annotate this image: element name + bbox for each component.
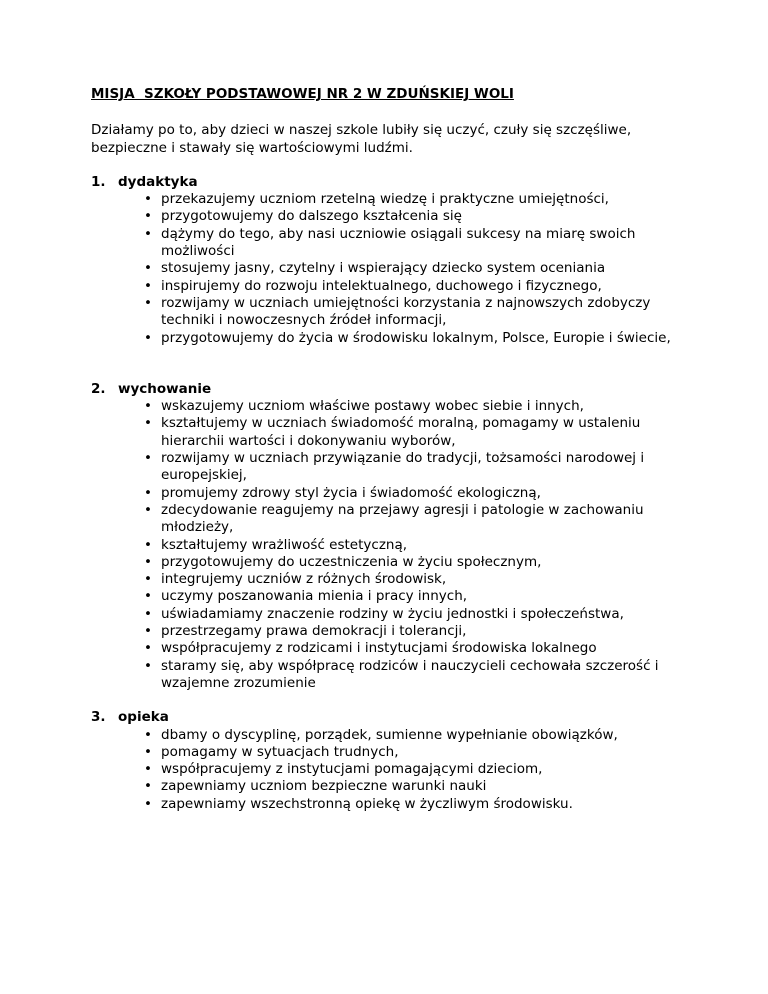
list-item-text: kształtujemy wrażliwość estetyczną, bbox=[161, 536, 408, 553]
bullet-icon: • bbox=[144, 277, 152, 294]
list-item bbox=[144, 658, 691, 693]
list-item-text: wskazujemy uczniom właściwe postawy wobec siebie i innych, bbox=[161, 398, 584, 415]
list-item-text: staramy się, aby współpracę rodziców i nauczycieli cechowała szczerość i wzajemne zrozumienie bbox=[161, 657, 659, 691]
bullet-icon: • bbox=[144, 484, 152, 501]
list-item-text: przygotowujemy do uczestniczenia w życiu społecznym, bbox=[161, 553, 542, 570]
list-item-text: rozwijamy w uczniach umiejętności korzystania z najnowszych zdobyczy techniki i nowoczesnych źródeł informacji, bbox=[161, 294, 651, 329]
list-item bbox=[144, 778, 691, 795]
bullet-icon: • bbox=[144, 743, 152, 760]
list-item bbox=[144, 796, 691, 813]
document-page bbox=[91, 86, 691, 813]
bullet-icon: • bbox=[144, 415, 152, 432]
list-item bbox=[144, 330, 691, 347]
section-title: wychowanie bbox=[118, 380, 212, 397]
list-item-text: uczymy poszanowania mienia i pracy innych, bbox=[161, 588, 468, 605]
bullet-icon: • bbox=[144, 605, 152, 622]
list-item-text: rozwijamy w uczniach przywiązanie do tradycji, tożsamości narodowej i europejskiej, bbox=[161, 450, 645, 484]
bullet-icon: • bbox=[144, 501, 152, 518]
list-item-text: zapewniamy wszechstronną opiekę w życzliwym środowisku. bbox=[161, 795, 573, 812]
list-item bbox=[144, 744, 691, 761]
bullet-icon: • bbox=[144, 571, 152, 588]
bullet-icon: • bbox=[144, 623, 152, 640]
section-heading bbox=[91, 381, 691, 398]
bullet-icon: • bbox=[144, 761, 152, 778]
list-item bbox=[144, 502, 691, 537]
bullet-icon: • bbox=[144, 640, 152, 657]
list-item-text: współpracujemy z instytucjami pomagającymi dzieciom, bbox=[161, 761, 543, 778]
bullet-icon: • bbox=[144, 225, 152, 242]
section-dydaktyka bbox=[91, 174, 691, 347]
section-opieka bbox=[91, 709, 691, 813]
list-item bbox=[144, 727, 691, 744]
bullet-list bbox=[91, 398, 691, 692]
section-number: 1. bbox=[91, 173, 106, 190]
list-item bbox=[144, 537, 691, 554]
list-item-text: przygotowujemy do życia w środowisku lokalnym, Polsce, Europie i świecie, bbox=[161, 329, 671, 346]
list-item-text: zapewniamy uczniom bezpieczne warunki nauki bbox=[161, 778, 487, 795]
list-item bbox=[144, 571, 691, 588]
list-item-text: przestrzegamy prawa demokracji i tolerancji, bbox=[161, 623, 467, 640]
list-item-text: przekazujemy uczniom rzetelną wiedzę i praktyczne umiejętności, bbox=[161, 191, 609, 208]
document-title: MISJA SZKOŁY PODSTAWOWEJ NR 2 W ZDUŃSKIEJ WOLI bbox=[91, 86, 514, 102]
section-heading bbox=[91, 709, 691, 726]
list-item-text: współpracujemy z rodzicami i instytucjami środowiska lokalnego bbox=[161, 640, 597, 657]
list-item bbox=[144, 554, 691, 571]
list-item bbox=[144, 278, 691, 295]
section-wychowanie bbox=[91, 381, 691, 692]
bullet-icon: • bbox=[144, 329, 152, 346]
bullet-icon: • bbox=[144, 208, 152, 225]
list-item bbox=[144, 415, 691, 450]
section-number: 2. bbox=[91, 380, 106, 397]
bullet-icon: • bbox=[144, 553, 152, 570]
list-item bbox=[144, 295, 691, 330]
list-item bbox=[144, 191, 691, 208]
bullet-icon: • bbox=[144, 795, 152, 812]
intro-paragraph: Działamy po to, aby dzieci w naszej szkole lubiły się uczyć, czuły się szczęśliwe, bezpieczne i stawały się wartościowymi ludźmi. bbox=[91, 122, 632, 156]
list-item-text: inspirujemy do rozwoju intelektualnego, duchowego i fizycznego, bbox=[161, 277, 602, 294]
list-item bbox=[144, 640, 691, 657]
list-item-text: stosujemy jasny, czytelny i wspierający dziecko system oceniania bbox=[161, 260, 606, 277]
list-item-text: integrujemy uczniów z różnych środowisk, bbox=[161, 571, 447, 588]
list-item-text: promujemy zdrowy styl życia i świadomość ekologiczną, bbox=[161, 484, 541, 501]
bullet-icon: • bbox=[144, 260, 152, 277]
list-item bbox=[144, 260, 691, 277]
bullet-icon: • bbox=[144, 398, 152, 415]
list-item bbox=[144, 588, 691, 605]
list-item bbox=[144, 761, 691, 778]
section-title: opieka bbox=[118, 709, 169, 726]
bullet-icon: • bbox=[144, 588, 152, 605]
list-item-text: zdecydowanie reagujemy na przejawy agresji i patologie w zachowaniu młodzieży, bbox=[161, 501, 644, 536]
bullet-icon: • bbox=[144, 536, 152, 553]
section-heading bbox=[91, 174, 691, 191]
bullet-list bbox=[91, 191, 691, 347]
bullet-icon: • bbox=[144, 450, 152, 467]
list-item-text: uświadamiamy znaczenie rodziny w życiu jednostki i społeczeństwa, bbox=[161, 605, 624, 622]
list-item bbox=[144, 485, 691, 502]
list-item bbox=[144, 450, 691, 485]
bullet-icon: • bbox=[144, 778, 152, 795]
list-item bbox=[144, 208, 691, 225]
list-item-text: pomagamy w sytuacjach trudnych, bbox=[161, 743, 399, 760]
section-title: dydaktyka bbox=[118, 173, 198, 190]
list-item-text: przygotowujemy do dalszego kształcenia się bbox=[161, 208, 462, 225]
list-item bbox=[144, 623, 691, 640]
bullet-icon: • bbox=[144, 191, 152, 208]
bullet-icon: • bbox=[144, 726, 152, 743]
section-number: 3. bbox=[91, 709, 106, 726]
bullet-icon: • bbox=[144, 294, 152, 311]
list-item-text: dążymy do tego, aby nasi uczniowie osiągali sukcesy na miarę swoich możliwości bbox=[161, 225, 636, 260]
list-item bbox=[144, 398, 691, 415]
bullet-list bbox=[91, 727, 691, 813]
bullet-icon: • bbox=[144, 657, 152, 674]
list-item-text: kształtujemy w uczniach świadomość moralną, pomagamy w ustaleniu hierarchii wartości i dokonywaniu wyborów, bbox=[161, 415, 641, 449]
list-item bbox=[144, 226, 691, 261]
list-item bbox=[144, 606, 691, 623]
list-item-text: dbamy o dyscyplinę, porządek, sumienne wypełnianie obowiązków, bbox=[161, 726, 618, 743]
